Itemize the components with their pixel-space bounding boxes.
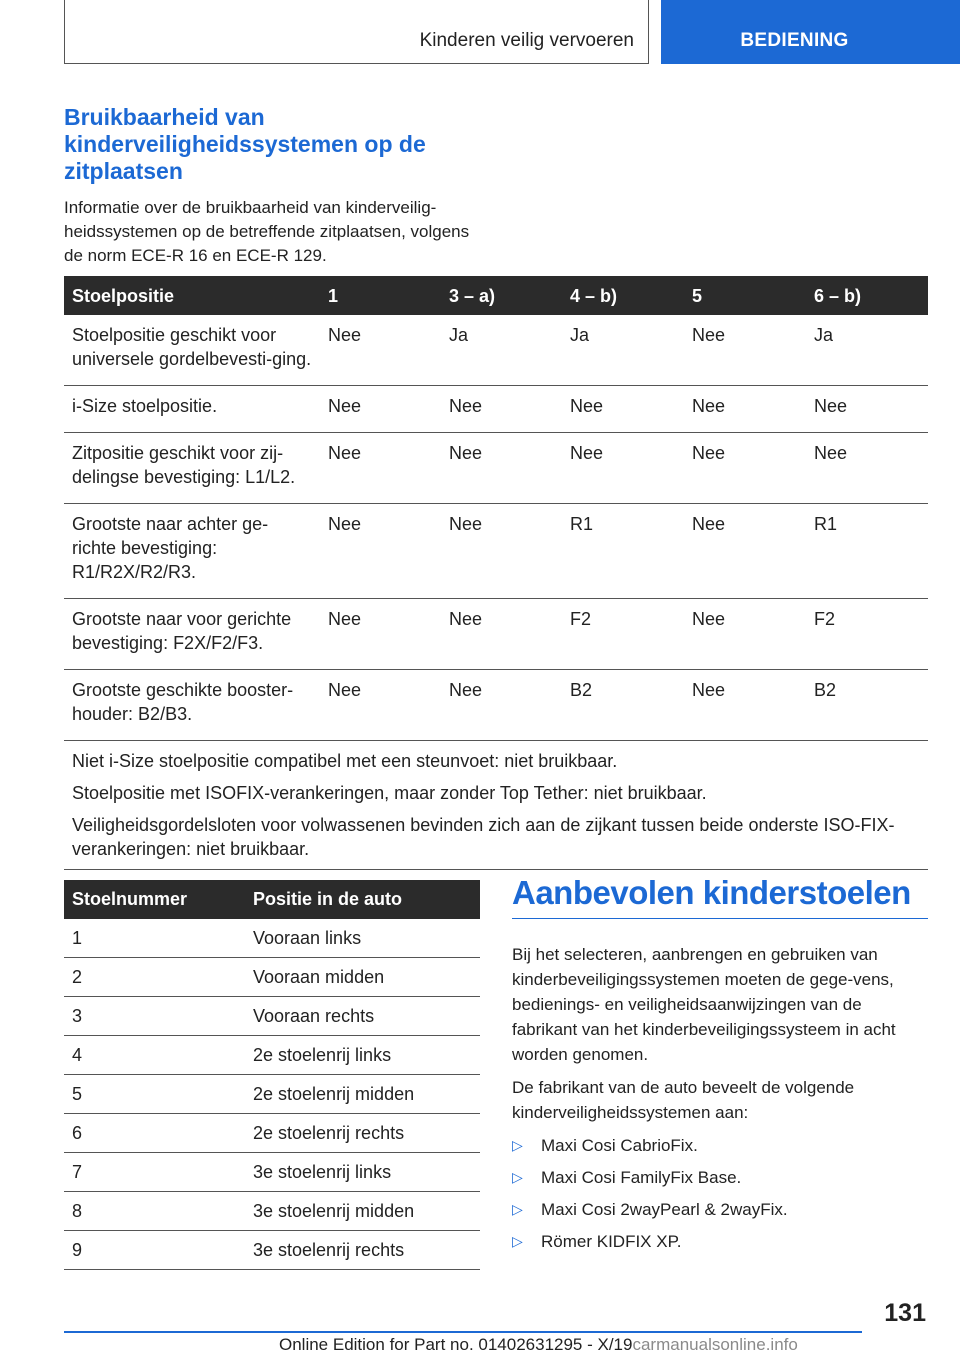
table-row (64, 1231, 480, 1270)
table-cell: Nee (441, 504, 562, 599)
list-item (512, 1229, 928, 1254)
table-header-cell: 6 – b) (806, 276, 928, 315)
table-cell: Nee (684, 433, 806, 504)
table-cell: F2 (562, 599, 684, 670)
table-cell: Vooraan rechts (245, 997, 480, 1036)
table-cell: Nee (320, 504, 441, 599)
table-cell: F2 (806, 599, 928, 670)
list-item (512, 1165, 928, 1190)
table-cell: Nee (320, 599, 441, 670)
table-row (64, 504, 928, 599)
table-cell: 3e stoelenrij rechts (245, 1231, 480, 1270)
table-cell: 4 (64, 1036, 245, 1075)
list-item-text: Maxi Cosi 2wayPearl & 2wayFix. (541, 1200, 788, 1219)
table-row (64, 386, 928, 433)
header-section-label: BEDIENING (740, 30, 849, 51)
table-cell: Grootste naar achter ge-richte bevestiging: R1/R2X/R2/R3. (64, 504, 320, 599)
table-cell: i-Size stoelpositie. (64, 386, 320, 433)
table-cell: Nee (806, 386, 928, 433)
recommended-paragraph: Bij het selecteren, aanbrengen en gebruiken van kinderbeveiligingssystemen moeten de gege-vens, bedienings- en veiligheidsaanwijzingen van de fabrikant van het kinderbeveiligingssysteem in acht worden genomen. (512, 945, 896, 1064)
table-cell: Ja (562, 315, 684, 386)
recommended-list (512, 1133, 928, 1254)
recommended-body (512, 942, 928, 1261)
table-cell: Nee (441, 599, 562, 670)
list-item-text: Römer KIDFIX XP. (541, 1232, 682, 1251)
table-header-cell: Positie in de auto (245, 880, 480, 919)
page-number: 131 (884, 1299, 926, 1327)
header-title-box (64, 0, 649, 64)
table-cell: Nee (441, 670, 562, 741)
table-cell: 5 (64, 1075, 245, 1114)
table-cell: Nee (320, 386, 441, 433)
table-row (64, 919, 480, 958)
table-note: Veiligheidsgordelsloten voor volwassenen bevinden zich aan de zijkant tussen beide onderste ISO-FIX-verankeringen: niet bruikbaar. (72, 815, 895, 859)
table-note: Niet i-Size stoelpositie compatibel met een steunvoet: niet bruikbaar. (72, 751, 618, 771)
recommended-heading: Aanbevolen kinderstoelen (512, 874, 928, 919)
table-cell: R1 (562, 504, 684, 599)
table-cell: Nee (684, 504, 806, 599)
table-row (64, 315, 928, 386)
table-cell: 7 (64, 1153, 245, 1192)
list-item-text: Maxi Cosi CabrioFix. (541, 1136, 698, 1155)
table-cell: B2 (806, 670, 928, 741)
table-cell: Nee (320, 670, 441, 741)
section-heading: Bruikbaarheid van kinderveiligheidssystemen op de zitplaatsen (64, 104, 426, 184)
table-row (64, 1192, 480, 1231)
table-row (64, 670, 928, 741)
header-title: Kinderen veilig vervoeren (419, 30, 634, 51)
table-header-cell: Stoelpositie (64, 276, 320, 315)
table-cell: 3e stoelenrij midden (245, 1192, 480, 1231)
table-cell: 2e stoelenrij rechts (245, 1114, 480, 1153)
footer-watermark: carmanualsonline.info (632, 1335, 798, 1354)
table-cell: Nee (806, 433, 928, 504)
triangle-bullet-icon: ▷ (512, 1137, 523, 1153)
table-row (64, 1075, 480, 1114)
table-header-cell: 3 – a) (441, 276, 562, 315)
table-cell: Vooraan links (245, 919, 480, 958)
table-header-cell: 4 – b) (562, 276, 684, 315)
recommended-paragraph: De fabrikant van de auto beveelt de volgende kinderveiligheidssystemen aan: (512, 1078, 855, 1122)
table-cell: 3 (64, 997, 245, 1036)
table-cell: Nee (684, 315, 806, 386)
footer (279, 1335, 798, 1355)
table-header-row (64, 276, 928, 315)
table-cell: Nee (684, 670, 806, 741)
table-cell: Nee (441, 433, 562, 504)
table-header-row (64, 880, 480, 919)
table-notes-row (64, 741, 928, 870)
table-row (64, 1114, 480, 1153)
table-cell: Stoelpositie geschikt voor universele gordelbevesti-ging. (64, 315, 320, 386)
table-cell: 1 (64, 919, 245, 958)
table-row (64, 997, 480, 1036)
table-cell: Grootste geschikte booster-houder: B2/B3. (64, 670, 320, 741)
table-cell: 2 (64, 958, 245, 997)
table-cell: Ja (441, 315, 562, 386)
table-cell: Nee (684, 599, 806, 670)
table-notes (64, 741, 928, 870)
seat-suitability-table (64, 276, 928, 870)
table-cell: Vooraan midden (245, 958, 480, 997)
table-cell: Nee (441, 386, 562, 433)
section-intro: Informatie over de bruikbaarheid van kinderveilig-heidssystemen op de betreffende zitplaatsen, volgens de norm ECE-R 16 en ECE-R 129. (64, 198, 470, 265)
triangle-bullet-icon: ▷ (512, 1201, 523, 1217)
triangle-bullet-icon: ▷ (512, 1169, 523, 1185)
table-header-cell: 1 (320, 276, 441, 315)
table-cell: Grootste naar voor gerichte bevestiging: F2X/F2/F3. (64, 599, 320, 670)
table-cell: 2e stoelenrij links (245, 1036, 480, 1075)
list-item (512, 1197, 928, 1222)
table-cell: R1 (806, 504, 928, 599)
table-row (64, 433, 928, 504)
table-header-cell: 5 (684, 276, 806, 315)
table-row (64, 958, 480, 997)
seat-number-table (64, 880, 480, 1270)
table-cell: Nee (562, 433, 684, 504)
table-row (64, 599, 928, 670)
table-cell: 9 (64, 1231, 245, 1270)
table-row (64, 1153, 480, 1192)
table-cell: 6 (64, 1114, 245, 1153)
table-cell: 8 (64, 1192, 245, 1231)
table-cell: Nee (320, 315, 441, 386)
footer-divider (64, 1331, 862, 1333)
table-row (64, 1036, 480, 1075)
triangle-bullet-icon: ▷ (512, 1233, 523, 1249)
table-cell: Nee (684, 386, 806, 433)
header-section-tab (661, 0, 960, 64)
table-cell: Ja (806, 315, 928, 386)
table-cell: Nee (320, 433, 441, 504)
table-cell: Zitpositie geschikt voor zij-delingse bevestiging: L1/L2. (64, 433, 320, 504)
table-cell: Nee (562, 386, 684, 433)
table-cell: 2e stoelenrij midden (245, 1075, 480, 1114)
table-note: Stoelpositie met ISOFIX-verankeringen, maar zonder Top Tether: niet bruikbaar. (72, 783, 707, 803)
table-cell: 3e stoelenrij links (245, 1153, 480, 1192)
footer-edition: Online Edition for Part no. 01402631295 - X/19 (279, 1335, 633, 1354)
list-item (512, 1133, 928, 1158)
table-header-cell: Stoelnummer (64, 880, 245, 919)
table-cell: B2 (562, 670, 684, 741)
list-item-text: Maxi Cosi FamilyFix Base. (541, 1168, 742, 1187)
